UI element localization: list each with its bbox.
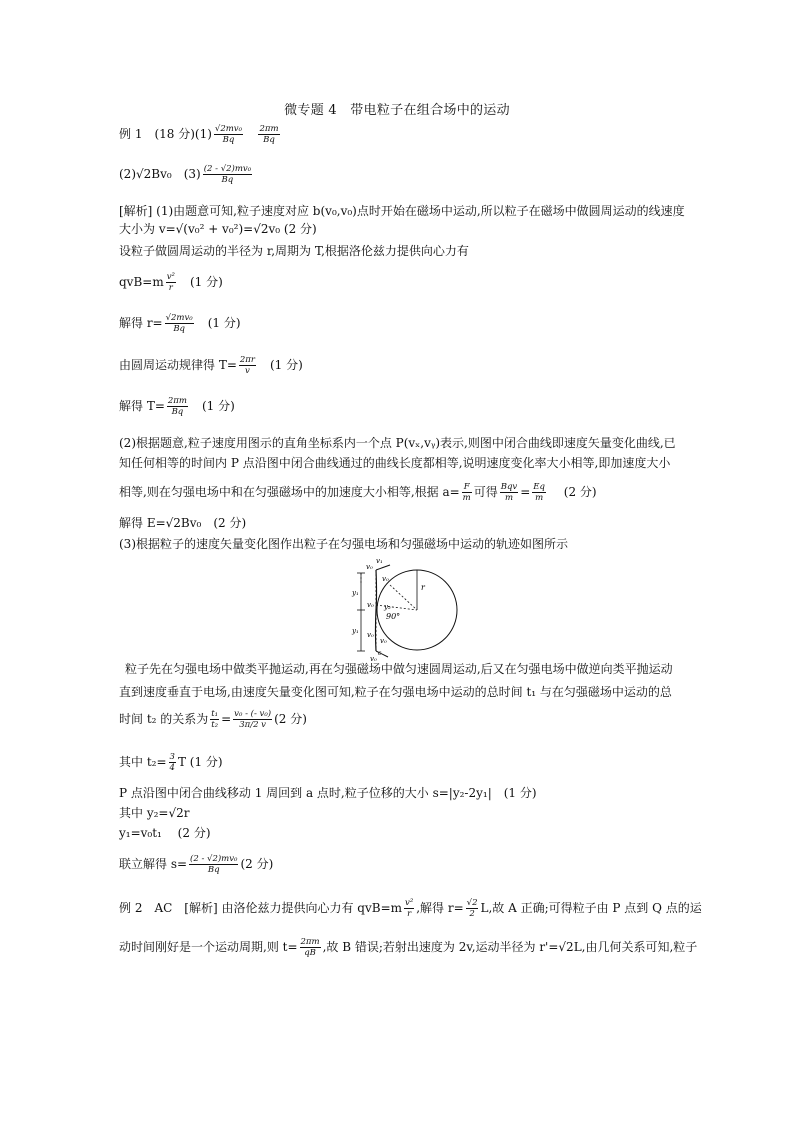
solution-line: 设粒子做圆周运动的半径为 r,周期为 T,根据洛伦兹力提供向心力有 (119, 244, 469, 258)
label-y1: y₁ (352, 627, 359, 635)
label-y1: y₁ (352, 589, 359, 597)
ex1-answer-line (119, 124, 282, 145)
equation-line: 其中 t₂= $\frac{3}{4}$ T (1 分) (119, 752, 223, 773)
fraction: $\frac{\text{v²}}{r}$ (405, 898, 414, 919)
label-v0: v₀ (382, 575, 389, 583)
solution-line: P 点沿图中闭合曲线移动 1 周回到 a 点时,粒子位移的大小 s=|y₂-2y₁| (1 分) (119, 786, 537, 800)
fraction: $\frac{\text{(2 - √2)mv₀}}{Bq}$ (190, 854, 238, 875)
solution-line: (3)根据粒子的速度矢量变化图作出粒子在匀强电场和匀强磁场中运动的轨迹如图所示 (119, 537, 569, 551)
fraction: $\frac{\text{Bqv}}{m}$ (500, 482, 518, 503)
label-r: r (421, 583, 425, 592)
fraction: $\frac{\text{√2mv₀}}{Bq}$ (165, 313, 193, 334)
solution-line: (2)根据题意,粒子速度用图示的直角坐标系内一个点 P(vₓ,vᵧ)表示,则图中闭合曲线即速度矢量变化曲线,已 (119, 436, 676, 450)
fraction: $\frac{√2}{2}$ (466, 898, 478, 919)
solution-line: 大小为 v=√(v₀² + v₀²)=√2v₀ (2 分) (119, 222, 317, 236)
equation-line: 相等,则在匀强电场中和在匀强磁场中的加速度大小相等,根据 a= $\frac{F}{m}$ 可得 $\frac{\text{Bqv}}{m}$ = $\frac{Eq}{m}$ (2 分) (119, 482, 597, 503)
equation-line: 解得 T= $\frac{2\pi m}{Bq}$ (1 分) (119, 396, 235, 417)
solution-line: y₁=v₀t₁ (2 分) (119, 826, 211, 840)
label-c: c (378, 650, 382, 657)
equation-line: 由圆周运动规律得 T= $\frac{2\pi r}{v}$ (1 分) (119, 355, 303, 376)
fraction: $\frac{2\pi r}{v}$ (239, 355, 255, 376)
solution-line: 直到速度垂直于电场,由速度矢量变化图可知,粒子在匀强电场中运动的总时间 t₁ 与在匀强磁场中运动的总 (119, 685, 672, 699)
solution-line: 粒子先在匀强电场中做类平抛运动,再在匀强磁场中做匀速圆周运动,后又在匀强电场中做逆向类平抛运动 (125, 662, 673, 676)
ex2-line: 例 2 AC [解析] 由洛伦兹力提供向心力有 qvB=m $\frac{\text{v²}}{r}$ ,解得 r= $\frac{√2}{2}$ L,故 A 正确;可得粒子由 P 点到 Q 点的运 (119, 898, 702, 919)
label-y2: y₂ (384, 603, 391, 611)
label-v1: v₁ (376, 557, 383, 565)
equation-line: qvB=m $\frac{\text{v²}}{r}$ (1 分) (119, 272, 223, 293)
fraction: $\frac{2\pi m}{qB}$ (300, 937, 320, 958)
dashed-line (376, 605, 417, 610)
fraction: $\frac{\text{(2 - √2)mv₀}}{Bq}$ (203, 164, 252, 185)
trajectory-diagram (330, 555, 460, 665)
solution-line: 知任何相等的时间内 P 点沿图中闭合曲线通过的曲线长度都相等,说明速度变化率大小相等,即加速度大小 (119, 456, 671, 470)
velocity-arrow (376, 565, 390, 570)
fraction: $\frac{2\pi m}{Bq}$ (259, 124, 279, 145)
page-title: 微专题 4 带电粒子在组合场中的运动 (284, 103, 510, 118)
trajectory-svg (330, 555, 460, 665)
label-v0: v₀ (380, 637, 387, 645)
label-v0: v₀ (366, 563, 373, 571)
label-angle: 90° (386, 612, 401, 621)
ex1-head: 例 1 (18 分)(1) (119, 127, 212, 141)
solution-line: [解析] (1)由题意可知,粒子速度对应 b(v₀,v₀)点时开始在磁场中运动,所以粒子在磁场中做圆周运动的线速度 (119, 204, 685, 218)
label-v0: v₀ (370, 655, 377, 663)
fraction: $\frac{3}{4}$ (169, 752, 175, 773)
label-v0: v₀ (367, 601, 374, 609)
fraction: $\frac{Eq}{m}$ (533, 482, 545, 503)
ex2-line: 动时间刚好是一个运动周期,则 t= $\frac{2\pi m}{qB}$ ,故 B 错误;若射出速度为 2v,运动半径为 r'=√2L,由几何关系可知,粒子 (119, 937, 698, 958)
fraction: $\frac{2\pi m}{Bq}$ (167, 396, 187, 417)
solution-line: 其中 y₂=√2r (119, 806, 190, 820)
solution-line: 解得 E=√2Bv₀ (2 分) (119, 516, 247, 530)
equation-line: 时间 t₂ 的关系为 $\frac{\text{t₁}}{\text{t₂}}$ = $\frac{\text{v₀ - (- v₀)}}{3\pi/2 v}$ (2 分) (119, 709, 307, 730)
fraction: $\frac{F}{m}$ (462, 482, 471, 503)
ex1-answer-line-2: (2)√2Bv₀ (3) $\frac{\text{(2 - √2)mv₀}}{Bq}$ (119, 164, 252, 185)
label-v0: v₀ (367, 631, 374, 639)
dashed-line (390, 585, 417, 610)
fraction: $\frac{\text{v²}}{r}$ (166, 272, 175, 293)
fraction: $\frac{\text{√2mv₀}}{Bq}$ (214, 124, 242, 145)
equation-line: 解得 r= $\frac{\text{√2mv₀}}{Bq}$ (1 分) (119, 313, 241, 334)
fraction: $\frac{\text{t₁}}{\text{t₂}}$ (211, 709, 219, 730)
fraction: $\frac{\text{v₀ - (- v₀)}}{3\pi/2 v}$ (234, 709, 272, 730)
equation-line: 联立解得 s= $\frac{\text{(2 - √2)mv₀}}{Bq}$ (2 分) (119, 854, 274, 875)
